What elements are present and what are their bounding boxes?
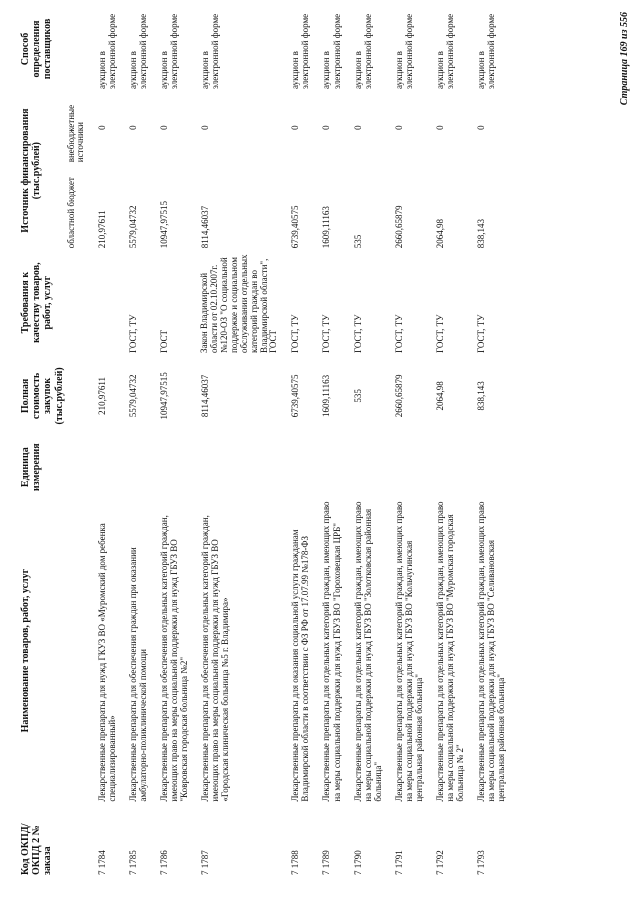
- header-name: Наименование товаров, работ, услуг: [20, 568, 31, 733]
- table-row: [384, 7, 425, 877]
- row-unit: [311, 437, 342, 498]
- row-method: аукцион в электронной форме: [352, 13, 373, 89]
- row-name: Лекарственные препараты для отдельных категорий граждан, имеющих право на меры социальной поддержки для нужд ГБУЗ ВО "Кольчугинская центральная районная больница": [393, 501, 424, 802]
- row-name: Лекарственные препараты для отдельных категорий граждан, имеющих право на меры социальной поддержки для нужд ГБУЗ ВО "Селивановская центральная районная больница": [476, 501, 507, 802]
- row-method: аукцион в электронной форме: [96, 13, 117, 89]
- row-extra: 0: [435, 125, 446, 130]
- row-unit: [425, 437, 466, 498]
- row-cost: 10947,97515: [158, 372, 169, 420]
- row-unit: [280, 437, 311, 498]
- row-regional: 5579,04732: [127, 205, 138, 249]
- row-method: аукцион в электронной форме: [321, 13, 342, 89]
- row-code: 7 1785: [127, 850, 138, 875]
- header-unit: Единица измерения: [20, 443, 43, 492]
- row-cost: 2064,98: [435, 381, 446, 411]
- row-name: Лекарственные препараты для обеспечения граждан при оказании амбулаторно-поликлинической помощи: [127, 547, 148, 802]
- row-requirements: [87, 250, 118, 355]
- header-funding-extra: внебюджетные источники: [65, 104, 86, 163]
- row-unit: [384, 437, 425, 498]
- row-code: 7 1786: [158, 850, 169, 875]
- procurement-table: [18, 7, 508, 877]
- row-extra: 0: [96, 125, 107, 130]
- row-regional: 2064,98: [435, 218, 446, 249]
- row-code: 7 1790: [352, 850, 363, 875]
- row-extra: 0: [393, 125, 404, 130]
- row-unit: [466, 437, 507, 498]
- row-requirements: ГОСТ: [158, 329, 169, 354]
- header-funding: Источник финансирования (тыс.рублей): [20, 108, 43, 233]
- row-name: Лекарственные препараты для оказания социальной услуги гражданам Владимирской области в соответствии с ФЗ РФ от 17.07.99 №178-ФЗ: [290, 529, 311, 802]
- row-code: 7 1784: [96, 850, 107, 875]
- row-method: аукцион в электронной форме: [476, 13, 497, 89]
- row-method: аукцион в электронной форме: [158, 13, 180, 89]
- row-code: 7 1788: [290, 850, 301, 875]
- table-row: [466, 7, 507, 877]
- table-row: [118, 7, 149, 877]
- row-cost: 6739,40575: [290, 374, 301, 418]
- header-funding-regional: областной бюджет: [65, 177, 76, 249]
- row-requirements: ГОСТ, ТУ: [321, 314, 332, 354]
- row-requirements: ГОСТ, ТУ: [352, 314, 363, 354]
- table-row: [149, 7, 190, 877]
- table-row: [87, 7, 118, 877]
- row-unit: [87, 437, 118, 498]
- row-name: Лекарственные препараты для обеспечения отдельных категорий граждан, имеющих право на меры социальной поддержки для нужд ГБУЗ ВО «Городская клиническая больница №5 г. Владимира»: [200, 515, 231, 802]
- row-requirements: ГОСТ, ТУ: [476, 314, 487, 354]
- row-cost: 5579,04732: [127, 374, 138, 418]
- row-code: 7 1789: [321, 850, 332, 875]
- row-extra: 0: [200, 125, 211, 130]
- row-requirements: ГОСТ, ТУ: [290, 314, 301, 354]
- row-regional: 838,143: [476, 218, 487, 249]
- row-extra: 0: [321, 125, 332, 130]
- row-regional: 535: [352, 234, 363, 249]
- header-method: Способ определения поставщиков: [20, 18, 54, 80]
- row-method: аукцион в электронной форме: [200, 13, 221, 89]
- row-name: Лекарственные препараты для отдельных категорий граждан, имеющих право на меры социальной поддержки для нужд ГБУЗ ВО "Гороховецкая ЦРБ": [321, 501, 342, 802]
- row-requirements: ГОСТ, ТУ: [393, 314, 404, 354]
- row-regional: 10947,97515: [158, 200, 169, 249]
- table-header-row: [18, 7, 67, 877]
- row-name: Лекарственные препараты для нужд ГКУЗ ВО «Муромский дом ребенка специализированный»: [96, 523, 117, 802]
- row-code: 7 1787: [200, 850, 211, 875]
- row-cost: 838,143: [476, 381, 487, 411]
- page-number: Страница 169 из 556: [619, 12, 630, 106]
- row-unit: [118, 437, 149, 498]
- row-extra: 0: [127, 125, 138, 130]
- table-row: [280, 7, 311, 877]
- row-regional: 1609,11163: [321, 206, 332, 249]
- row-extra: 0: [290, 125, 301, 130]
- row-method: аукцион в электронной форме: [127, 13, 148, 89]
- row-method: аукцион в электронной форме: [290, 13, 311, 89]
- row-cost: 1609,11163: [321, 374, 332, 417]
- row-regional: 6739,40575: [290, 205, 301, 249]
- row-unit: [343, 437, 384, 498]
- header-code: Код ОКПД/ ОКПД 2 № заказа: [20, 823, 54, 875]
- row-requirements: ГОСТ, ТУ: [127, 314, 138, 354]
- row-name: Лекарственные препараты для отдельных категорий граждан, имеющих право на меры социальной поддержки для нужд ГБУЗ ВО "Золотковская районная больница": [352, 501, 383, 802]
- row-name: Лекарственные препараты для обеспечения отдельных категорий граждан, имеющих право на меры социальной поддержки для нужд ГБУЗ ВО "Ковровская городская больница №2": [158, 515, 190, 802]
- row-requirements: Закон Владимирской области от 02.10.2007г. №120-ОЗ "О социальной поддержке и социальном обслуживании отдельных категорий граждан во Владимирской области", ГОСТ: [199, 254, 279, 354]
- row-name: Лекарственные препараты для отдельных категорий граждан, имеющих право на меры социальной поддержки для нужд ГБУЗ ВО "Муромская городская больница № 2": [435, 501, 466, 802]
- table-row: [190, 7, 280, 877]
- row-regional: 2660,65879: [393, 205, 404, 249]
- row-code: 7 1793: [476, 850, 487, 875]
- table-row: [311, 7, 342, 877]
- row-cost: 210,97611: [96, 376, 107, 415]
- table-subheader-row: [67, 7, 87, 877]
- row-regional: 210,97611: [96, 210, 107, 249]
- table-row: [425, 7, 466, 877]
- row-extra: 0: [476, 125, 487, 130]
- table-row: [343, 7, 384, 877]
- header-cost: Полная стоимость закупок (тыс.рублей): [20, 367, 65, 425]
- row-code: 7 1792: [435, 850, 446, 875]
- row-extra: 0: [158, 125, 169, 130]
- row-unit: [149, 437, 190, 498]
- row-cost: 8114,46037: [200, 374, 211, 418]
- row-method: аукцион в электронной форме: [393, 13, 414, 89]
- row-cost: 535: [352, 389, 363, 403]
- header-requirements: Требования к качеству товаров, работ, услуг: [20, 262, 54, 343]
- row-requirements: ГОСТ, ТУ: [435, 314, 446, 354]
- row-code: 7 1791: [393, 850, 404, 875]
- row-extra: 0: [352, 125, 363, 130]
- row-cost: 2660,65879: [393, 374, 404, 418]
- row-method: аукцион в электронной форме: [435, 13, 456, 89]
- row-unit: [190, 437, 280, 498]
- row-regional: 8114,46037: [200, 205, 211, 249]
